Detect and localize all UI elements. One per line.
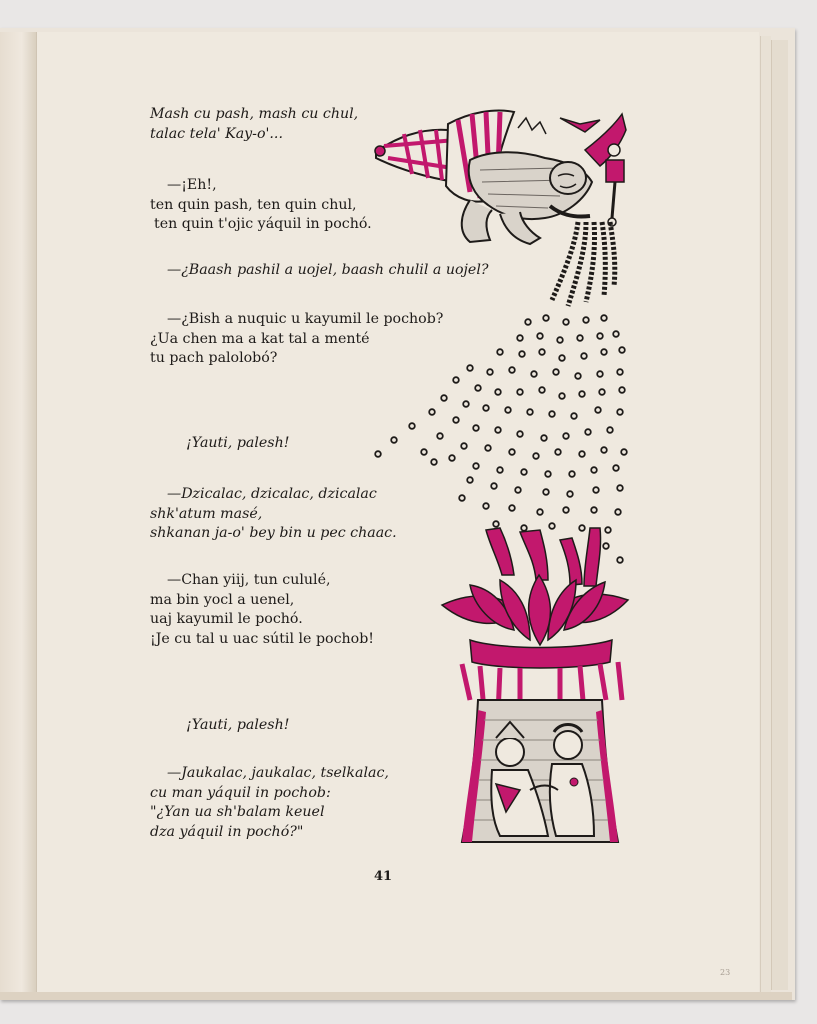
verse-line: ten quin t'ojic yáquil in pochó. <box>154 216 372 232</box>
verse-line: —Jaukalac, jaukalac, tselkalac, <box>167 765 389 781</box>
page-number: 41 <box>374 869 393 884</box>
flying-figure-illustration <box>375 111 626 307</box>
verse-line: cu man yáquil in pochob: <box>150 784 331 801</box>
verse-line: talac tela' Kay-o'... <box>150 125 283 142</box>
corner-mark: 23 <box>720 968 731 977</box>
falling-seeds-illustration <box>375 315 627 563</box>
verse-line: uaj kayumil le pochó. <box>150 611 303 627</box>
verse-line: —¿Bish a nuquic u kayumil le pochob? <box>167 311 444 327</box>
verse-line: ¡Yauti, palesh! <box>186 717 290 733</box>
verse-line: shk'atum masé, <box>150 505 263 522</box>
lotus-figures-illustration <box>442 528 628 842</box>
verse-line: —¿Baash pashil a uojel, baash chulil a uojel? <box>167 262 489 278</box>
verse-line: "¿Yan ua sh'balam keuel <box>150 804 325 820</box>
verse-line: ¡Yauti, palesh! <box>186 435 290 451</box>
verse-line: ma bin yocl a uenel, <box>150 591 295 608</box>
verse-line: ¡Je cu tal u uac sútil le pochob! <box>150 630 374 647</box>
verse-line: —Chan yiij, tun cululé, <box>167 572 331 588</box>
verse-line: ¿Ua chen ma a kat tal a menté <box>150 330 370 347</box>
verse-line: Mash cu pash, mash cu chul, <box>150 106 359 122</box>
verse-line: ten quin pash, ten quin chul, <box>150 196 357 213</box>
verse-line: —¡Eh!, <box>167 177 217 193</box>
verse-line: —Dzicalac, dzicalac, dzicalac <box>167 486 377 502</box>
verse-line: tu pach palolobó? <box>150 350 278 366</box>
verse-line: shkanan ja-o' bey bin u pec chaac. <box>150 525 397 541</box>
verse-line: dza yáquil in pochó?" <box>150 823 304 840</box>
